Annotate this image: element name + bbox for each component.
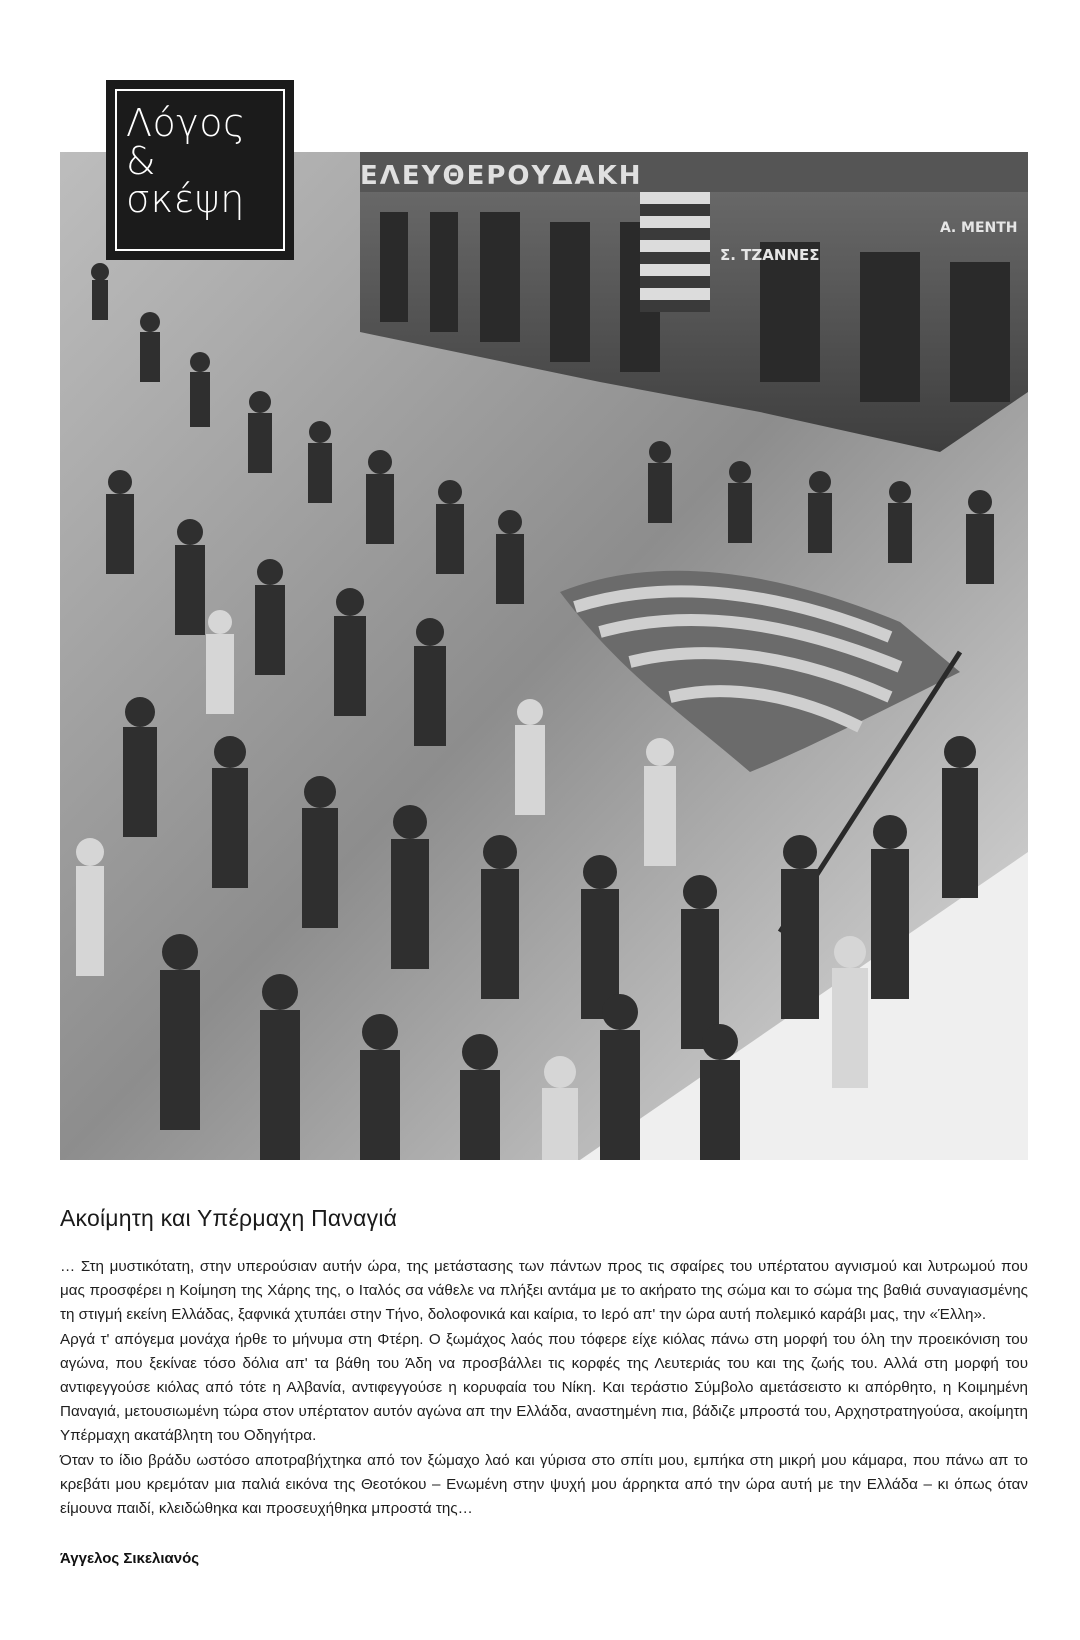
storefront-sign-shop: Σ. ΤΖΑΝΝΕΣ [720,246,820,264]
logo-line-1: Λόγος [126,101,246,145]
storefront-sign-corner: Α. ΜΕΝΤΗ [940,220,1018,236]
logo-line-3: σκέψη [126,177,245,221]
article-author: Άγγελος Σικελιανός [60,1550,200,1567]
logo-line-2: & [126,139,157,183]
logo-text [126,101,246,221]
article-title: Ακοίμητη και Υπέρμαχη Παναγιά [60,1205,398,1231]
article-paragraph-1: … Στη μυστικότατη, στην υπερούσιαν αυτήν ώρα, της μετάστασης των πάντων προς τις σφαίρες του υπέρτατου αγνισμού και λυτρωμού που μας προσφέρει η Κοίμηση της Χάρης της, ο Ιταλός σα νάθελε να πλήξει αντάμα με το ακήρατο της σώμα και το σώμα της βαθιά συναγιασμένης τη στιγμή εκείνη Ελλάδας, ξαφνικά χτυπάει στην Τήνο, δολοφονικά και καίρια, το Ιερό απ' την ώρα αυτή πολεμικό καράβι μας, την «Έλλη». [60,1258,1028,1324]
storefront-sign-main: ΕΛΕΥΘΕΡΟΥΔΑΚΗ [360,161,643,191]
crowd-photograph [60,152,1028,1160]
article-paragraph-3: Όταν το ίδιο βράδυ ωστόσο αποτραβήχτηκα από τον ξώμαχο λαό και γύρισα στο σπίτι μου, εμπήκα στη μικρή μου κάμαρα, που πάνω απ το κρεβάτι μου κρεμόταν μια παλιά εικόνα της Θεοτόκου – Ενωμένη στην ψυχή μου άρρηκτα από την ώρα αυτή με την Ελλάδα – κι όπως όταν είμουνα παιδί, κλειδώθηκα και προσευχήθηκα μπροστά της… [60,1451,1028,1518]
article-body [60,1255,1028,1521]
article-paragraph-2: Αργά τ' απόγεμα μονάχα ήρθε το μήνυμα στη Φτέρη. Ο ξωμάχος λαός που τόφερε είχε κιόλας πάνω στη μορφή του όλη την προεικόνιση του αγώνα, που ξεκίναε τόσο δόλια απ' τα βάθη του Άδη να προσβάλλει τις κορφές της Λευτεριάς του και της ζωής του. Αλλά στη μορφή του αντιφεγγούσε κιόλας από τότε η Αλβανία, αντιφεγγούσε η κορυφαία του Νίκη. Και τεράστιο Σύμβολο αμετάσειστο κι απόρθητο, η Κοιμημένη Παναγιά, μετουσιωμένη τώρα στον υπέρτατον αυτόν αγώνα απ την Ελλάδα, αναστημένη πια, βάδιζε μπροστά του, Αρχηστρατηγούσα, ακοίμητη Υπέρμαχη ακατάβλητη του Οδηγήτρα. [60,1330,1028,1445]
column-logo [106,80,294,260]
